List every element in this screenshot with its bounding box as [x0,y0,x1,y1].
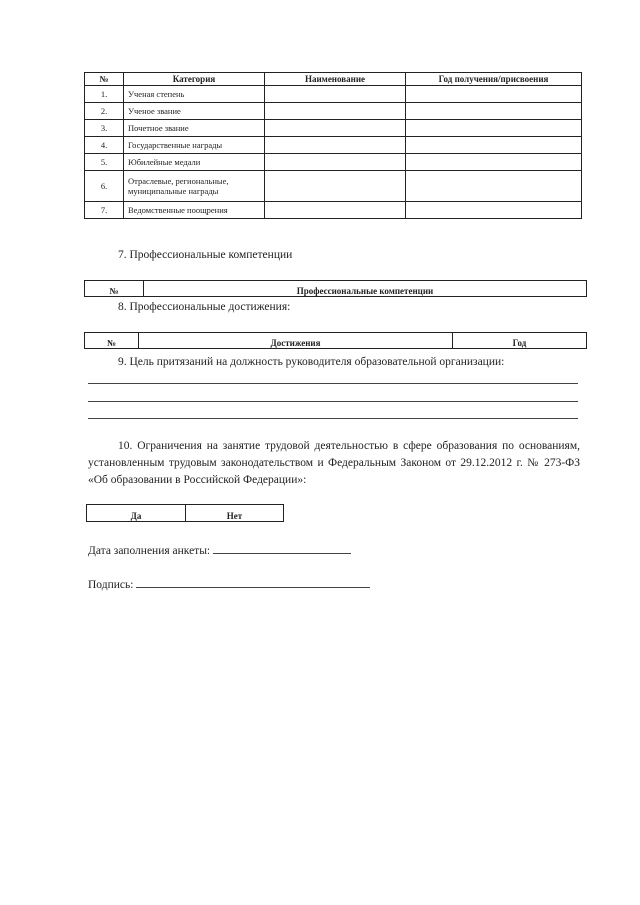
date-field [88,543,351,557]
row-num: 2. [85,103,124,120]
signature-input-line[interactable] [136,577,370,588]
answer-line[interactable] [88,418,578,419]
awards-header-row [85,73,582,86]
table-row [85,120,582,137]
competencies-table [84,280,587,297]
row-num: 7. [85,202,124,219]
header-year: Год получения/присвоения [406,73,582,86]
row-category: Почетное звание [124,120,265,137]
date-label: Дата заполнения анкеты: [88,545,211,557]
row-year-cell[interactable] [406,202,582,219]
header-num: № [85,333,139,349]
row-category: Юбилейные медали [124,154,265,171]
row-name-cell[interactable] [265,86,406,103]
yes-no-table [86,504,284,522]
row-year-cell[interactable] [406,86,582,103]
header-year: Год [453,333,587,349]
row-name-cell[interactable] [265,137,406,154]
row-category: Ученое звание [124,103,265,120]
row-category: Государственные награды [124,137,265,154]
table-row [85,86,582,103]
row-num: 4. [85,137,124,154]
no-option[interactable]: Нет [186,505,284,522]
table-row [85,202,582,219]
signature-field [88,577,370,591]
table-row [85,137,582,154]
row-year-cell[interactable] [406,154,582,171]
header-name: Наименование [265,73,406,86]
row-year-cell[interactable] [406,103,582,120]
header-competencies: Профессиональные компетенции [144,281,587,297]
header-achievements: Достижения [139,333,453,349]
row-year-cell[interactable] [406,120,582,137]
row-num: 3. [85,120,124,137]
table-row [85,103,582,120]
row-num: 5. [85,154,124,171]
row-name-cell[interactable] [265,120,406,137]
row-name-cell[interactable] [265,103,406,120]
row-num: 6. [85,171,124,202]
achievements-table [84,332,587,349]
competencies-header-row [85,281,587,297]
achievements-header-row [85,333,587,349]
table-row [85,154,582,171]
section10-text: 10. Ограничения на занятие трудовой деятельностью в сфере образования по основаниям, установленным трудовым законодательством и Федеральным Законом от 29.12.2012 г. № 273-ФЗ «Об образовании в Российской Федерации»: [88,440,580,486]
section8-title: 8. Профессиональные достижения: [118,301,291,313]
header-num: № [85,73,124,86]
row-category: Ведомственные поощрения [124,202,265,219]
row-name-cell[interactable] [265,171,406,202]
row-name-cell[interactable] [265,154,406,171]
row-year-cell[interactable] [406,137,582,154]
answer-line[interactable] [88,401,578,402]
header-num: № [85,281,144,297]
answer-line[interactable] [88,383,578,384]
row-category: Ученая степень [124,86,265,103]
header-category: Категория [124,73,265,86]
signature-label: Подпись: [88,579,134,591]
yes-option[interactable]: Да [87,505,186,522]
yes-no-row [87,505,284,522]
awards-table [84,72,582,219]
date-input-line[interactable] [213,543,351,554]
section9-title: 9. Цель притязаний на должность руководителя образовательной организации: [118,356,505,368]
row-num: 1. [85,86,124,103]
section7-title: 7. Профессиональные компетенции [118,249,293,261]
row-name-cell[interactable] [265,202,406,219]
row-category: Отраслевые, региональные, муниципальные награды [124,171,265,202]
row-year-cell[interactable] [406,171,582,202]
table-row [85,171,582,202]
